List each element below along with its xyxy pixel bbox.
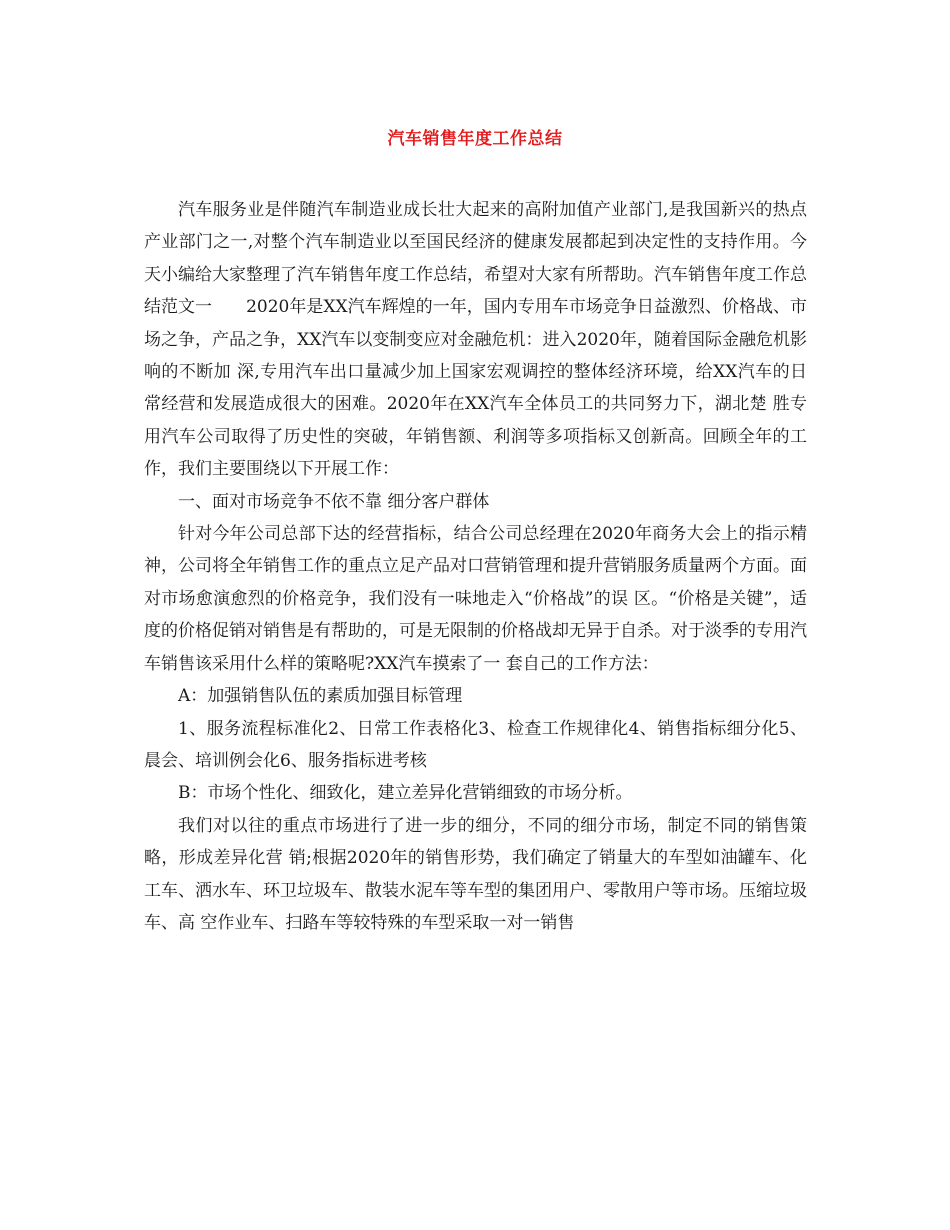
- paragraph-market-segmentation: 我们对以往的重点市场进行了进一步的细分，不同的细分市场，制定不同的销售策略，形成差异化营 销;根据2020年的销售形势，我们确定了销量大的车型如油罐车、化工车、洒水车、环卫垃圾车、散装水泥车等车型的集团用户、零散用户等市场。压缩垃圾车、高 空作业车、扫路车等较特殊的车型采取一对一销售: [144, 815, 807, 933]
- list-service-items: 1、服务流程标准化2、日常工作表格化3、检查工作规律化4、销售指标细分化5、晨会、培训例会化6、服务指标进考核: [144, 718, 807, 771]
- document-body: [144, 194, 807, 939]
- subheading-a: A：加强销售队伍的素质加强目标管理: [178, 686, 463, 707]
- subheading-b: B：市场个性化、细致化，建立差异化营销细致的市场分析。: [178, 783, 633, 804]
- paragraph-section-1: 针对今年公司总部下达的经营指标，结合公司总经理在2020年商务大会上的指示精神，公司将全年销售工作的重点立足产品对口营销管理和提升营销服务质量两个方面。面对市场愈演愈烈的价格竞争，我们没有一味地走入“价格战”的误 区。“价格是关键”，适度的价格促销对销售是有帮助的，可是无限制的价格战却无异于自杀。对于淡季的专用汽车销售该采用什么样的策略呢?XX汽车摸索了一 套自己的工作方法：: [144, 524, 807, 674]
- document-title: 汽车销售年度工作总结: [387, 129, 563, 149]
- section-heading-1: 一、面对市场竞争不依不靠 细分客户群体: [178, 491, 490, 512]
- paragraph-intro: 汽车服务业是伴随汽车制造业成长壮大起来的高附加值产业部门,是我国新兴的热点产业部门之一,对整个汽车制造业以至国民经济的健康发展都起到决定性的支持作用。今天小编给大家整理了汽车销售年度工作总结，希望对大家有所帮助。汽车销售年度工作总结范文一 2020年是XX汽车辉煌的一年，国内专用车市场竞争日益激烈、价格战、市场之争，产品之争，XX汽车以变制变应对金融危机：进入2020年，随着国际金融危机影响的不断加 深,专用汽车出口量减少加上国家宏观调控的整体经济环境，给XX汽车的日常经营和发展造成很大的困难。2020年在XX汽车全体员工的共同努力下，湖北楚 胜专用汽车公司取得了历史性的突破，年销售额、利润等多项指标又创新高。回顾全年的工作，我们主要围绕以下开展工作：: [144, 200, 807, 480]
